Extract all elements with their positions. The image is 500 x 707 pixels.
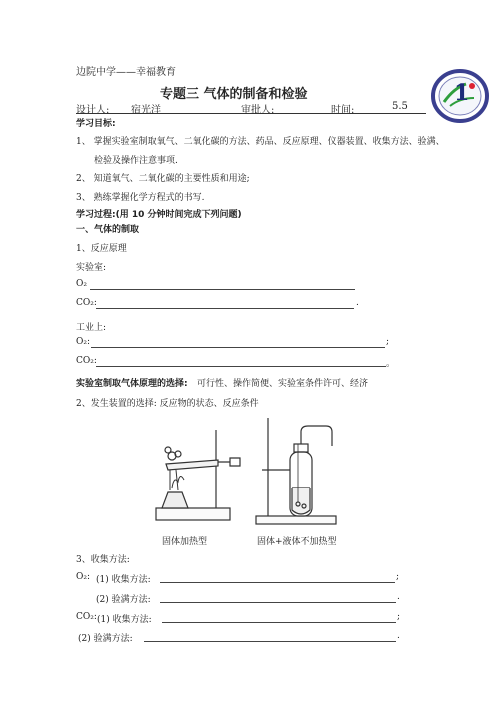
header-rule <box>76 113 426 114</box>
co2-check-end: . <box>397 631 400 641</box>
co2-lab-label: CO₂: <box>76 298 97 308</box>
o2-industry-answer-line[interactable] <box>91 347 385 348</box>
figure-2-caption: 固体+液体不加热型 <box>257 537 337 547</box>
designer-label: 设计人: <box>76 105 110 116</box>
co2-check-answer-line[interactable] <box>144 641 396 642</box>
co2-industry-answer-line[interactable] <box>96 366 386 367</box>
principle-selection-label: 实验室制取气体原理的选择: <box>76 379 188 389</box>
collection-heading: 3、收集方法: <box>76 555 130 565</box>
reviewer-label: 审批人: <box>241 105 275 116</box>
o2-check-answer-line[interactable] <box>160 602 396 603</box>
lab-label: 实验室: <box>76 263 107 273</box>
goal-2: 2、 知道氧气、二氧化碳的主要性质和用途; <box>76 174 250 184</box>
co2-lab-answer-line[interactable] <box>96 308 354 309</box>
time-label: 时间: <box>331 105 355 116</box>
school-logo <box>430 68 490 124</box>
o2-industry-label: O₂: <box>76 337 91 347</box>
o2-collect-method-label: (1) 收集方法: <box>96 575 151 585</box>
logo-mark: 1 <box>454 80 470 106</box>
co2-industry-end: 。 <box>386 359 396 369</box>
o2-lab-label: O₂ <box>76 279 87 289</box>
co2-check-method-label: (2) 验满方法: <box>78 634 133 644</box>
co2-lab-end: . <box>356 298 359 308</box>
o2-lab-answer-line[interactable] <box>90 289 355 290</box>
reaction-principle-heading: 1、反应原理 <box>76 244 127 254</box>
goal-3: 3、 熟练掌握化学方程式的书写. <box>76 193 205 203</box>
o2-collect-answer-line[interactable] <box>160 582 395 583</box>
goal-1-line-2: 检验及操作注意事项. <box>94 156 178 166</box>
co2-collection-label: CO₂: <box>76 612 97 622</box>
co2-collect-method-label: (1) 收集方法: <box>97 615 152 625</box>
time-value: 5.5 <box>392 101 408 112</box>
o2-collect-end: ; <box>396 572 400 582</box>
o2-industry-end: ; <box>386 337 390 347</box>
process-heading: 学习过程:(用 10 分钟时间完成下列问题) <box>76 210 242 220</box>
goals-heading: 学习目标: <box>76 119 116 129</box>
o2-check-end: . <box>397 592 400 602</box>
o2-check-method-label: (2) 验满方法: <box>96 595 151 605</box>
section-gas-preparation: 一、气体的制取 <box>76 225 140 235</box>
page-title: 专题三 气体的制备和检验 <box>160 87 308 102</box>
o2-collection-label: O₂: <box>76 572 91 582</box>
designer-name: 宿光洋 <box>131 105 161 116</box>
industry-label: 工业上: <box>76 323 107 333</box>
principle-selection-text: 可行性、操作简便、实验室条件许可、经济 <box>197 379 369 389</box>
figure-1-caption: 固体加热型 <box>162 537 208 547</box>
co2-collect-answer-line[interactable] <box>162 622 396 623</box>
solid-liquid-apparatus-figure <box>248 412 348 530</box>
school-name: 边院中学——幸福教育 <box>76 67 176 78</box>
goal-1-line-1: 1、 掌握实验室制取氧气、二氧化碳的方法、药品、反应原理、仪器装置、收集方法、验满、 <box>76 137 445 147</box>
co2-industry-label: CO₂: <box>76 356 97 366</box>
solid-heating-apparatus-figure <box>148 420 248 530</box>
apparatus-selection: 2、发生装置的选择: 反应物的状态、反应条件 <box>76 399 259 409</box>
co2-collect-end: ; <box>397 612 401 622</box>
